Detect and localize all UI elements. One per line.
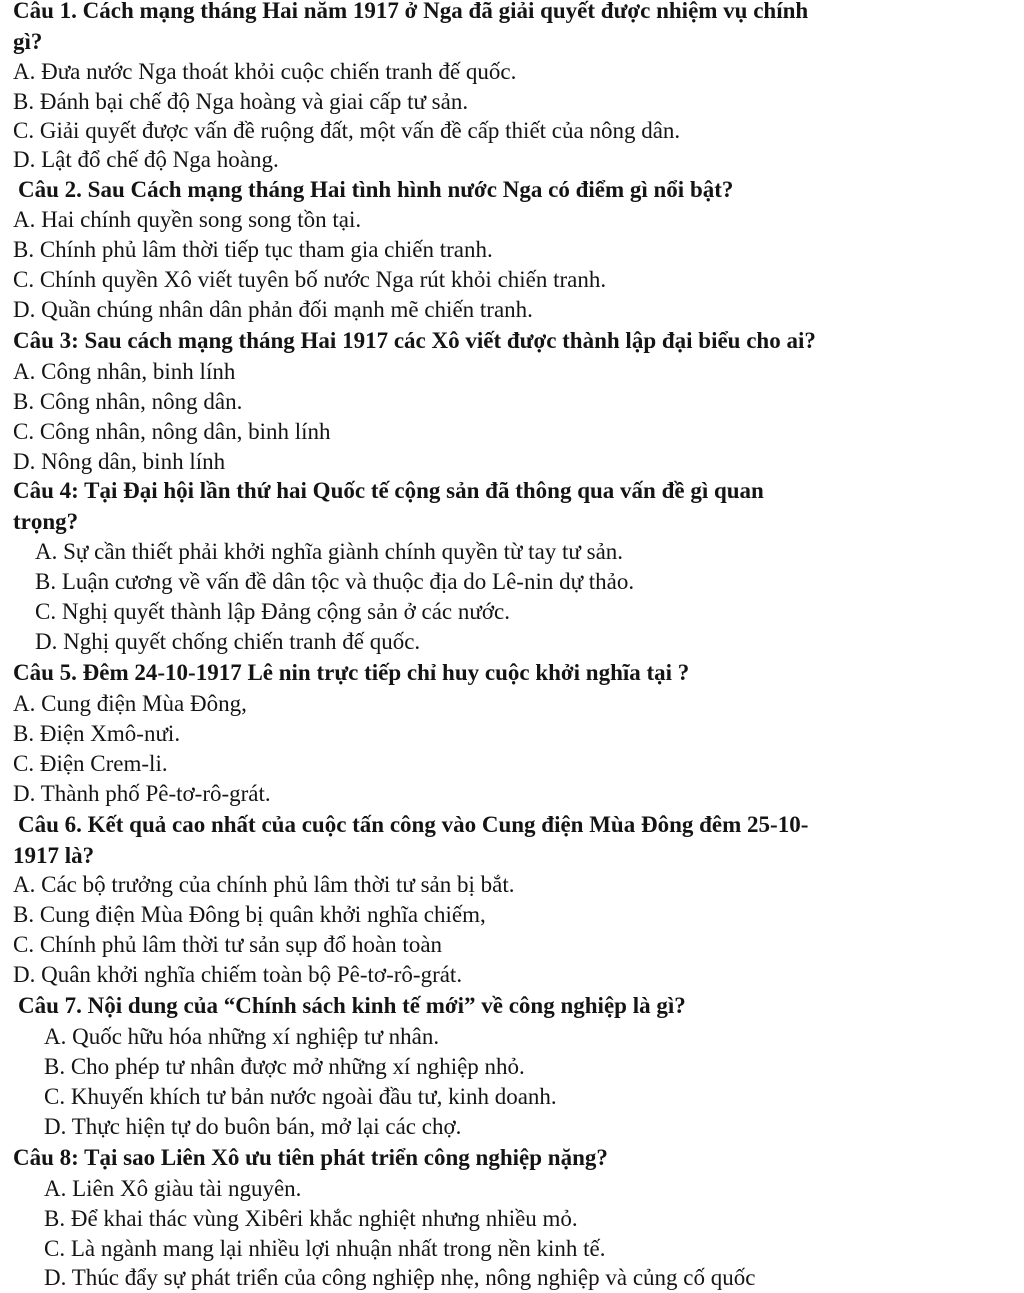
question-5-option-a: A. Cung điện Mùa Đông,	[13, 691, 247, 716]
question-1-option-a: A. Đưa nước Nga thoát khỏi cuộc chiến tranh đế quốc.	[13, 59, 517, 84]
question-3-option-c: C. Công nhân, nông dân, binh lính	[13, 419, 331, 444]
question-4-option-a: A. Sự cần thiết phải khởi nghĩa giành chính quyền từ tay tư sản.	[35, 539, 624, 564]
question-6-option-d: D. Quân khởi nghĩa chiếm toàn bộ Pê-tơ-rô-grát.	[13, 962, 463, 987]
question-8-title: Câu 8: Tại sao Liên Xô ưu tiên phát triển công nghiệp nặng?	[13, 1145, 608, 1170]
question-1-option-c: C. Giải quyết được vấn đề ruộng đất, một vấn đề cấp thiết của nông dân.	[13, 118, 681, 143]
question-4-option-d: D. Nghị quyết chống chiến tranh đế quốc.	[35, 629, 421, 654]
question-5-option-c: C. Điện Crem-li.	[13, 751, 168, 776]
question-7-option-a: A. Quốc hữu hóa những xí nghiệp tư nhân.	[44, 1024, 440, 1049]
question-8-option-b: B. Để khai thác vùng Xibêri khắc nghiệt nhưng nhiều mỏ.	[44, 1206, 578, 1231]
question-6-option-b: B. Cung điện Mùa Đông bị quân khởi nghĩa chiếm,	[13, 902, 486, 927]
question-4-title-cont: trọng?	[13, 509, 79, 534]
question-3-title: Câu 3: Sau cách mạng tháng Hai 1917 các Xô viết được thành lập đại biểu cho ai?	[13, 328, 816, 353]
question-4-option-c: C. Nghị quyết thành lập Đảng cộng sản ở các nước.	[35, 599, 510, 624]
question-5-option-b: B. Điện Xmô-nưi.	[13, 721, 181, 746]
question-7-option-b: B. Cho phép tư nhân được mở những xí nghiệp nhỏ.	[44, 1054, 525, 1079]
question-2-title: Câu 2. Sau Cách mạng tháng Hai tình hình nước Nga có điểm gì nổi bật?	[18, 177, 734, 202]
question-1-title: Câu 1. Cách mạng tháng Hai năm 1917 ở Nga đã giải quyết được nhiệm vụ chính	[13, 0, 809, 23]
question-1-title-cont: gì?	[13, 29, 43, 54]
question-2-option-b: B. Chính phủ lâm thời tiếp tục tham gia chiến tranh.	[13, 237, 493, 262]
question-4-option-b: B. Luận cương về vấn đề dân tộc và thuộc địa do Lê-nin dự thảo.	[35, 569, 635, 594]
question-6-title-cont: 1917 là?	[13, 843, 95, 868]
question-7-option-c: C. Khuyến khích tư bản nước ngoài đầu tư, kinh doanh.	[44, 1084, 557, 1109]
question-3-option-a: A. Công nhân, binh lính	[13, 359, 236, 384]
question-4-title: Câu 4: Tại Đại hội lần thứ hai Quốc tế cộng sản đã thông qua vấn đề gì quan	[13, 478, 764, 503]
question-5-option-d: D. Thành phố Pê-tơ-rô-grát.	[13, 781, 271, 806]
question-1-option-d: D. Lật đổ chế độ Nga hoàng.	[13, 147, 279, 172]
question-8-option-a: A. Liên Xô giàu tài nguyên.	[44, 1176, 302, 1201]
question-3-option-d: D. Nông dân, binh lính	[13, 449, 226, 474]
question-8-option-d: D. Thúc đẩy sự phát triển của công nghiệp nhẹ, nông nghiệp và củng cố quốc	[44, 1265, 756, 1290]
question-1-option-b: B. Đánh bại chế độ Nga hoàng và giai cấp tư sản.	[13, 89, 469, 114]
question-6-option-c: C. Chính phủ lâm thời tư sản sụp đổ hoàn toàn	[13, 932, 443, 957]
question-5-title: Câu 5. Đêm 24-10-1917 Lê nin trực tiếp chỉ huy cuộc khởi nghĩa tại ?	[13, 660, 690, 685]
question-2-option-d: D. Quần chúng nhân dân phản đối mạnh mẽ chiến tranh.	[13, 297, 533, 322]
question-2-option-a: A. Hai chính quyền song song tồn tại.	[13, 207, 362, 232]
question-7-title: Câu 7. Nội dung của “Chính sách kinh tế mới” về công nghiệp là gì?	[18, 993, 686, 1018]
question-2-option-c: C. Chính quyền Xô viết tuyên bố nước Nga rút khỏi chiến tranh.	[13, 267, 607, 292]
question-6-title: Câu 6. Kết quả cao nhất của cuộc tấn công vào Cung điện Mùa Đông đêm 25-10-	[18, 812, 809, 837]
question-3-option-b: B. Công nhân, nông dân.	[13, 389, 243, 414]
question-8-option-c: C. Là ngành mang lại nhiều lợi nhuận nhất trong nền kinh tế.	[44, 1236, 606, 1261]
question-6-option-a: A. Các bộ trưởng của chính phủ lâm thời tư sản bị bắt.	[13, 872, 515, 897]
question-7-option-d: D. Thực hiện tự do buôn bán, mở lại các chợ.	[44, 1114, 462, 1139]
